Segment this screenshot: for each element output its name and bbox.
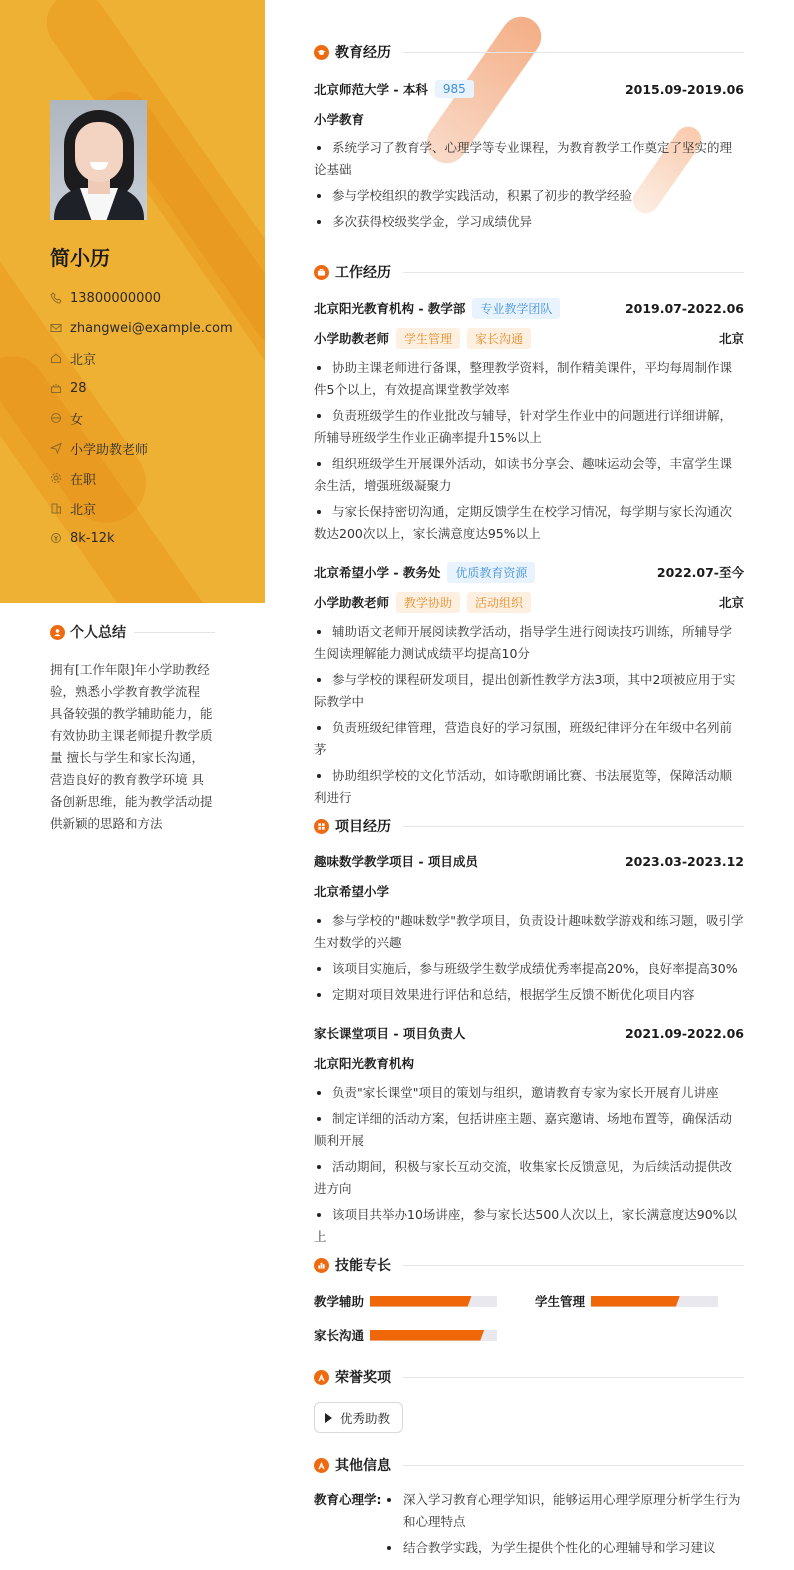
- list-item: 协助组织学校的文化节活动，如诗歌朗诵比赛、书法展览等，保障活动顺利进行: [314, 765, 744, 809]
- projects-header: [314, 816, 744, 836]
- project-org: 北京希望小学: [314, 884, 390, 899]
- info-target: [50, 433, 233, 463]
- list-item: 该项目实施后，参与班级学生数学成绩优秀率提高20%，良好率提高30%: [314, 958, 744, 980]
- skill-item: [314, 1326, 497, 1344]
- skills-title: 技能专长: [335, 1258, 391, 1274]
- play-icon: [325, 1413, 332, 1423]
- project-name: 家长课堂项目 - 项目负责人: [314, 1026, 466, 1041]
- skill-level-fill: [370, 1330, 484, 1341]
- salary-icon: [50, 532, 62, 544]
- sidebar: [0, 0, 265, 1570]
- education-major-row: [314, 109, 744, 129]
- age-icon: [50, 382, 62, 394]
- info-icon: [314, 1458, 329, 1473]
- school-name: 北京师范大学 - 本科: [314, 82, 428, 97]
- list-item: 深入学习教育心理学知识，能够运用心理学原理分析学生行为和心理特点: [386, 1489, 744, 1533]
- school-tag: 985: [435, 80, 474, 98]
- info-email: [50, 313, 233, 343]
- summary-text: 拥有[工作年限]年小学助教经验，熟悉小学教育教学流程 具备较强的教学辅助能力，能有效协助主课老师提升教学质量 擅长与学生和家长沟通，营造良好的教育教学环境 具备创新思维，能为教学活动提供新颖的思路和方法: [50, 662, 213, 831]
- contact-info-list: [50, 283, 233, 553]
- info-home-text: 北京: [70, 352, 97, 368]
- job-bullets: [314, 621, 744, 813]
- list-item: 该项目共举办10场讲座，参与家长达500人次以上，家长满意度达90%以上: [314, 1204, 744, 1248]
- job-city: 北京: [718, 331, 744, 346]
- awards-header: [314, 1367, 744, 1387]
- awards-title: 荣誉奖项: [335, 1370, 391, 1386]
- job-tag: 教学协助: [396, 592, 460, 613]
- project-name: 趣味数学教学项目 - 项目成员: [314, 854, 478, 869]
- info-gender-text: 女: [70, 412, 84, 428]
- list-item: 参与学校的"趣味数学"教学项目，负责设计趣味数学游戏和练习题，吸引学生对数学的兴趣: [314, 910, 744, 954]
- grid-icon: [314, 819, 329, 834]
- project-bullets: [314, 1082, 744, 1252]
- job-role-row: [314, 328, 744, 348]
- info-target-text: 小学助教老师: [70, 442, 149, 458]
- phone-icon: [50, 292, 62, 304]
- job-row: [314, 298, 744, 318]
- job-tag: 活动组织: [467, 592, 531, 613]
- home-icon: [50, 352, 62, 364]
- info-age-text: 28: [70, 380, 87, 396]
- job-city: 北京: [718, 595, 744, 610]
- city-icon: [50, 502, 62, 514]
- job-row: [314, 562, 744, 582]
- list-item: 活动期间，积极与家长互动交流，收集家长反馈意见，为后续活动提供改进方向: [314, 1156, 744, 1200]
- info-salary: [50, 523, 233, 553]
- project-org: 北京阳光教育机构: [314, 1056, 415, 1071]
- list-item: 负责班级学生的作业批改与辅导，针对学生作业中的问题进行详细讲解，所辅导班级学生作业正确率提升15%以上: [314, 405, 744, 449]
- work-header: [314, 262, 744, 282]
- job-role-row: [314, 592, 744, 612]
- skill-item: [535, 1292, 718, 1310]
- divider: [403, 1265, 744, 1266]
- info-city-text: 北京: [70, 502, 97, 518]
- education-bullets: [314, 137, 744, 237]
- job-tag: 学生管理: [396, 328, 460, 349]
- info-status-text: 在职: [70, 472, 97, 488]
- briefcase-icon: [314, 265, 329, 280]
- divider: [403, 1465, 744, 1466]
- divider: [403, 52, 744, 53]
- education-title: 教育经历: [335, 45, 391, 61]
- job-date: 2022.07-至今: [656, 565, 744, 580]
- list-item: 多次获得校级奖学金，学习成绩优异: [314, 211, 744, 233]
- skill-name: 学生管理: [535, 1294, 586, 1309]
- education-row: [314, 79, 744, 99]
- job-bullets: [314, 357, 744, 549]
- list-item: 制定详细的活动方案，包括讲座主题、嘉宾邀请、场地布置等，确保活动顺利开展: [314, 1108, 744, 1152]
- project-date: 2021.09-2022.06: [624, 1025, 744, 1041]
- list-item: 负责班级纪律管理，营造良好的学习氛围，班级纪律评分在年级中名列前茅: [314, 717, 744, 761]
- project-org-row: [314, 1053, 744, 1073]
- other-title: 其他信息: [335, 1458, 391, 1474]
- education-major: 小学教育: [314, 112, 365, 127]
- skill-level-fill: [370, 1296, 472, 1307]
- list-item: 参与学校组织的教学实践活动，积累了初步的教学经验: [314, 185, 744, 207]
- skill-bar: [370, 1330, 497, 1341]
- avatar: [50, 100, 147, 220]
- skill-item: [314, 1292, 497, 1310]
- other-bullets: [386, 1489, 744, 1563]
- award-icon: [314, 1370, 329, 1385]
- info-home: [50, 343, 233, 373]
- job-tag: 家长沟通: [467, 328, 531, 349]
- info-phone-text: 13800000000: [70, 290, 161, 306]
- divider: [403, 272, 744, 273]
- other-label: 教育心理学:: [314, 1492, 382, 1507]
- job-org-tag: 专业教学团队: [472, 298, 560, 319]
- job-org: 北京希望小学 - 教务处: [314, 565, 441, 580]
- skills-header: [314, 1255, 744, 1275]
- info-city: [50, 493, 233, 523]
- mail-icon: [50, 322, 62, 334]
- gender-icon: [50, 412, 62, 424]
- project-bullets: [314, 910, 744, 1010]
- skill-name: 家长沟通: [314, 1328, 365, 1343]
- award-chip[interactable]: [314, 1402, 403, 1433]
- project-row: [314, 1023, 744, 1043]
- job-role: 小学助教老师: [314, 595, 390, 610]
- skill-name: 教学辅助: [314, 1294, 365, 1309]
- work-title: 工作经历: [335, 265, 391, 281]
- list-item: 参与学校的课程研发项目，提出创新性教学方法3项，其中2项被应用于实际教学中: [314, 669, 744, 713]
- list-item: 系统学习了教育学、心理学等专业课程，为教育教学工作奠定了坚实的理论基础: [314, 137, 744, 181]
- target-icon: [50, 442, 62, 454]
- divider: [134, 632, 215, 633]
- job-role: 小学助教老师: [314, 331, 390, 346]
- project-date: 2023.03-2023.12: [624, 853, 744, 869]
- divider: [403, 826, 744, 827]
- award-label: 优秀助教: [340, 1410, 391, 1426]
- list-item: 定期对项目效果进行评估和总结，根据学生反馈不断优化项目内容: [314, 984, 744, 1006]
- skill-bar: [591, 1296, 718, 1307]
- project-org-row: [314, 881, 744, 901]
- bar-chart-icon: [314, 1258, 329, 1273]
- project-row: [314, 851, 744, 871]
- other-header: [314, 1455, 744, 1475]
- projects-title: 项目经历: [335, 819, 391, 835]
- graduation-cap-icon: [314, 45, 329, 60]
- user-icon: [50, 625, 65, 640]
- job-org: 北京阳光教育机构 - 教学部: [314, 301, 466, 316]
- info-status: [50, 463, 233, 493]
- info-email-text: zhangwei@example.com: [70, 320, 233, 336]
- education-header: [314, 42, 744, 62]
- info-gender: [50, 403, 233, 433]
- education-date: 2015.09-2019.06: [624, 81, 744, 97]
- list-item: 结合教学实践，为学生提供个性化的心理辅导和学习建议: [386, 1537, 744, 1559]
- summary-title: 个人总结: [70, 625, 126, 641]
- sidebar-header: [0, 0, 265, 603]
- divider: [403, 1377, 744, 1378]
- info-age: [50, 373, 233, 403]
- list-item: 协助主课老师进行备课，整理教学资料，制作精美课件，平均每周制作课件5个以上，有效提高课堂教学效率: [314, 357, 744, 401]
- list-item: 辅助语文老师开展阅读教学活动，指导学生进行阅读技巧训练，所辅导学生阅读理解能力测试成绩平均提高10分: [314, 621, 744, 665]
- list-item: 负责"家长课堂"项目的策划与组织，邀请教育专家为家长开展育儿讲座: [314, 1082, 744, 1104]
- status-icon: [50, 472, 62, 484]
- job-date: 2019.07-2022.06: [624, 300, 744, 316]
- info-phone: [50, 283, 233, 313]
- list-item: 与家长保持密切沟通，定期反馈学生在校学习情况，每学期与家长沟通次数达200次以上，家长满意度达95%以上: [314, 501, 744, 545]
- skill-level-fill: [591, 1296, 680, 1307]
- profile-name: 简小历: [50, 246, 110, 270]
- list-item: 组织班级学生开展课外活动，如读书分享会、趣味运动会等，丰富学生课余生活，增强班级凝聚力: [314, 453, 744, 497]
- job-org-tag: 优质教育资源: [447, 562, 535, 583]
- skill-bar: [370, 1296, 497, 1307]
- info-salary-text: 8k-12k: [70, 530, 115, 546]
- summary-header: [50, 622, 215, 642]
